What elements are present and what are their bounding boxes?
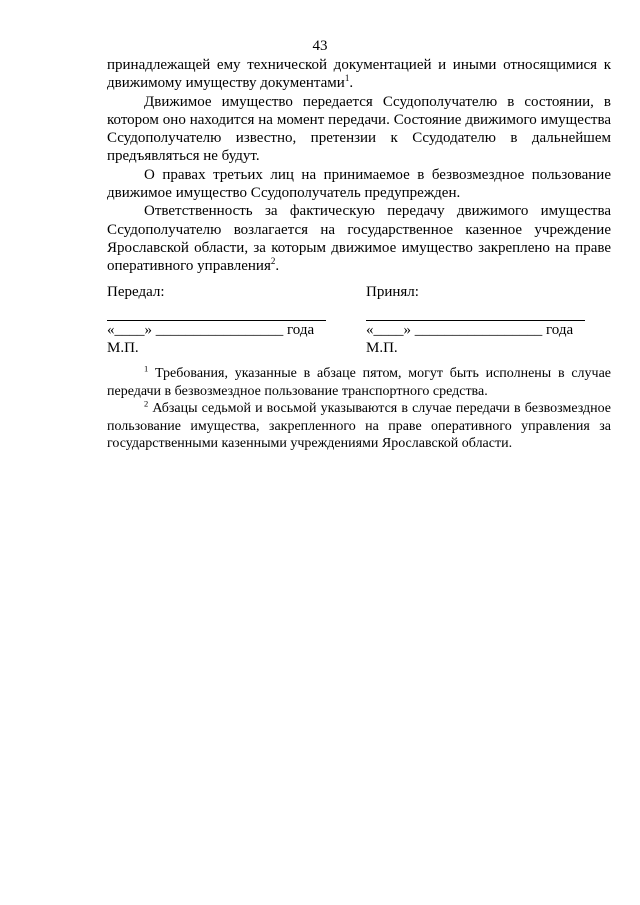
footnote-mark: 1	[144, 363, 149, 374]
paragraph-tail: .	[349, 75, 354, 92]
footnote-text: Требования, указанные в абзаце пятом, могут быть исполнены в случае передачи в безвозмездное пользование транспортного средства.	[107, 366, 612, 399]
signature-label: Передал:	[107, 284, 165, 300]
footnote-ref: 2	[270, 256, 276, 267]
paragraph-responsibility	[107, 202, 611, 275]
footnotes	[107, 365, 611, 453]
signature-label: Принял:	[366, 284, 419, 300]
footnote-2	[107, 400, 611, 453]
signature-block-receiver	[366, 283, 596, 358]
paragraph-continuation	[107, 56, 611, 93]
signature-line	[366, 301, 585, 321]
footnote-1	[107, 365, 611, 400]
signature-block-transferor	[107, 283, 337, 358]
page-number: 43	[312, 38, 328, 54]
signature-date: «____» _________________ года	[107, 322, 315, 338]
paragraph-text: принадлежащей ему технической документацией и иными относящимися к движимому имуществу документами	[107, 57, 611, 92]
body-text	[107, 56, 611, 276]
paragraph-text: Ответственность за фактическую передачу движимого имущества Ссудополучателю возлагается на государственное казенное учреждение Ярославской области, за которым движимое имущество закреплено на праве оперативного управления	[107, 203, 611, 275]
paragraph-third-parties: О правах третьих лиц на принимаемое в безвозмездное пользование движимое имущество Ссудополучатель предупрежден.	[107, 166, 611, 202]
seal-placeholder: М.П.	[107, 340, 139, 357]
footnote-mark: 2	[144, 398, 149, 409]
seal-placeholder: М.П.	[366, 340, 398, 357]
paragraph-condition: Движимое имущество передается Ссудополучателю в состоянии, в котором оно находится на момент передачи. Состояние движимого имущества Ссудополучателю известно, претензии к Ссудодателю в дальнейшем предъявляться не будут.	[107, 93, 611, 165]
signature-line	[107, 301, 326, 321]
paragraph-tail: .	[275, 258, 280, 275]
signature-date: «____» _________________ года	[366, 322, 574, 338]
footnote-ref: 1	[344, 73, 350, 84]
footnote-text: Абзацы седьмой и восьмой указываются в случае передачи в безвозмездное пользование имущества, закрепленного на праве оперативного управления за государственными казенными учреждениями Ярославской области.	[107, 401, 611, 451]
